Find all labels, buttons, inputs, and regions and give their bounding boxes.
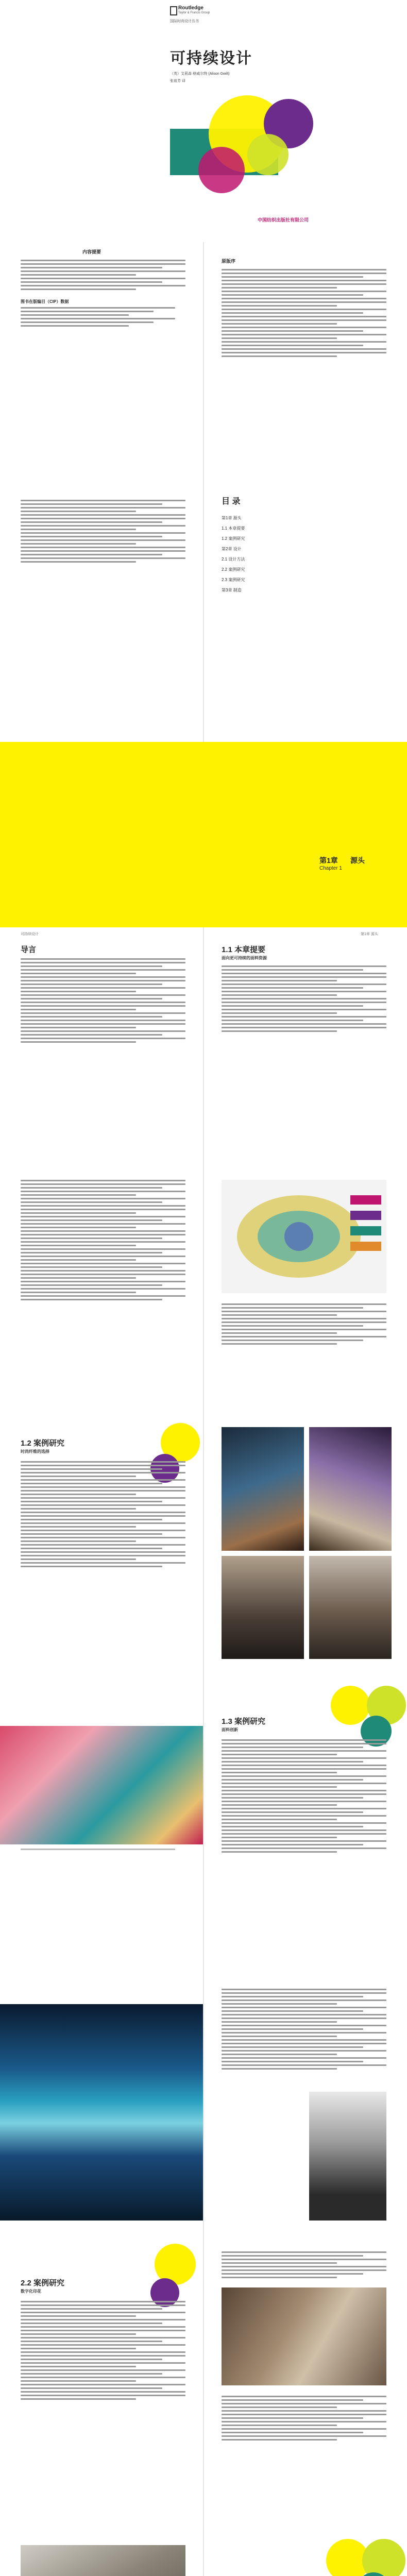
runway-photo [222, 1427, 304, 1551]
toc-title: 目 录 [222, 497, 241, 506]
case-study-1-2 [0, 1417, 407, 1685]
intro-text [21, 958, 185, 1045]
gutter [203, 1973, 204, 2241]
toc-list [222, 513, 245, 596]
publisher-logo-mark [170, 6, 177, 15]
toc-spread [0, 484, 407, 742]
toc-item[interactable]: 2.1 设计方法 [222, 557, 245, 562]
copyright-text [21, 260, 185, 292]
runhead-left: 可持续设计 [21, 933, 39, 936]
runway-photo [309, 1427, 392, 1551]
gutter [203, 2530, 204, 2576]
section-2-2-sub: 数字化印花 [21, 2289, 41, 2294]
publisher-sub: Taylor & Francis Group [178, 11, 210, 14]
body-text [222, 1989, 386, 2072]
photo-spread [0, 1973, 407, 2241]
front-matter [0, 242, 407, 484]
toc-item[interactable]: 2.2 案例研究 [222, 567, 245, 572]
cover-lime-circle [247, 134, 289, 175]
body-text [222, 2251, 386, 2280]
toc-item[interactable]: 第1章 源头 [222, 516, 242, 520]
cip-text [21, 307, 175, 329]
preface-title: 原版序 [222, 259, 236, 264]
workshop-photo [21, 2545, 185, 2576]
book-title: 可持续设计 [170, 50, 252, 67]
case-study-2-2 [0, 2241, 407, 2530]
lifecycle-spread [0, 1170, 407, 1417]
studio-photo [222, 2287, 386, 2385]
lifecycle-diagram [222, 1180, 386, 1293]
photo-caption [21, 1849, 175, 1850]
gutter [203, 1685, 204, 1973]
chapter-opener [0, 742, 407, 927]
chapter-english: Chapter 1 [319, 866, 342, 871]
gutter [203, 927, 204, 1170]
garment-photo [309, 2092, 386, 2221]
copyright-title: 内容提要 [82, 249, 101, 255]
section-2-2-title: 2.2 案例研究 [21, 2279, 65, 2287]
publisher-logo: Routledge [178, 5, 204, 11]
section-1-2-title: 1.2 案例研究 [21, 1439, 65, 1448]
gutter [203, 1170, 204, 1417]
preface-continued [21, 500, 185, 565]
section-1-3-sub: 面料创新 [222, 1727, 238, 1732]
digital-print-photo [0, 2004, 203, 2221]
body-text [222, 2396, 386, 2443]
section-1-1-title: 1.1 本章提要 [222, 945, 266, 954]
textile-photo [0, 1726, 203, 1844]
gutter [203, 484, 204, 742]
toc-item[interactable]: 1.1 本章提要 [222, 526, 245, 531]
section-1-1-text [222, 965, 386, 1034]
gutter [203, 2241, 204, 2530]
section-1-3-text [222, 1739, 386, 1855]
chapter-title: 源头 [350, 856, 365, 865]
diagram-text [222, 1303, 386, 1347]
gutter [203, 242, 204, 484]
body-text [21, 1180, 185, 1302]
book-translator: 张祖芳 译 [170, 79, 185, 83]
cover-circles [170, 93, 340, 196]
case-study-2-3 [0, 2530, 407, 2576]
gutter [203, 1417, 204, 1685]
section-1-1-sub: 面向更可持续的面料资源 [222, 956, 267, 960]
cip-title: 图书在版编目（CIP）数据 [21, 299, 69, 304]
press-name: 中国纺织出版社有限公司 [258, 217, 309, 223]
runway-photo [222, 1556, 304, 1659]
section-2-2-text [21, 2301, 185, 2402]
cover-page [0, 0, 407, 242]
toc-item[interactable]: 2.3 案例研究 [222, 578, 245, 582]
cover-magenta-circle [198, 147, 245, 193]
book-authors: （英）艾莉森·格威尔特 (Alison Gwilt) [170, 72, 230, 76]
intro-spread [0, 927, 407, 1170]
toc-item[interactable]: 第2章 设计 [222, 547, 242, 551]
deco-circles [144, 2241, 201, 2308]
toc-item[interactable]: 1.2 案例研究 [222, 536, 245, 541]
chapter-number: 第1章 [319, 856, 338, 865]
section-1-3-title: 1.3 案例研究 [222, 1717, 266, 1726]
deco-circles [325, 2535, 407, 2576]
toc-item[interactable]: 第3章 制造 [222, 588, 242, 592]
case-study-1-3 [0, 1685, 407, 1973]
preface-text [222, 269, 386, 359]
runhead-right: 第1章 源头 [361, 933, 378, 936]
runway-photo [309, 1556, 392, 1659]
section-1-2-sub: 时尚纤维的选择 [21, 1449, 49, 1454]
deco-circles [330, 1685, 407, 1747]
section-1-2-text [21, 1461, 185, 1569]
intro-title: 导言 [21, 945, 37, 954]
series-name: 国际时尚设计丛书 [170, 20, 199, 23]
